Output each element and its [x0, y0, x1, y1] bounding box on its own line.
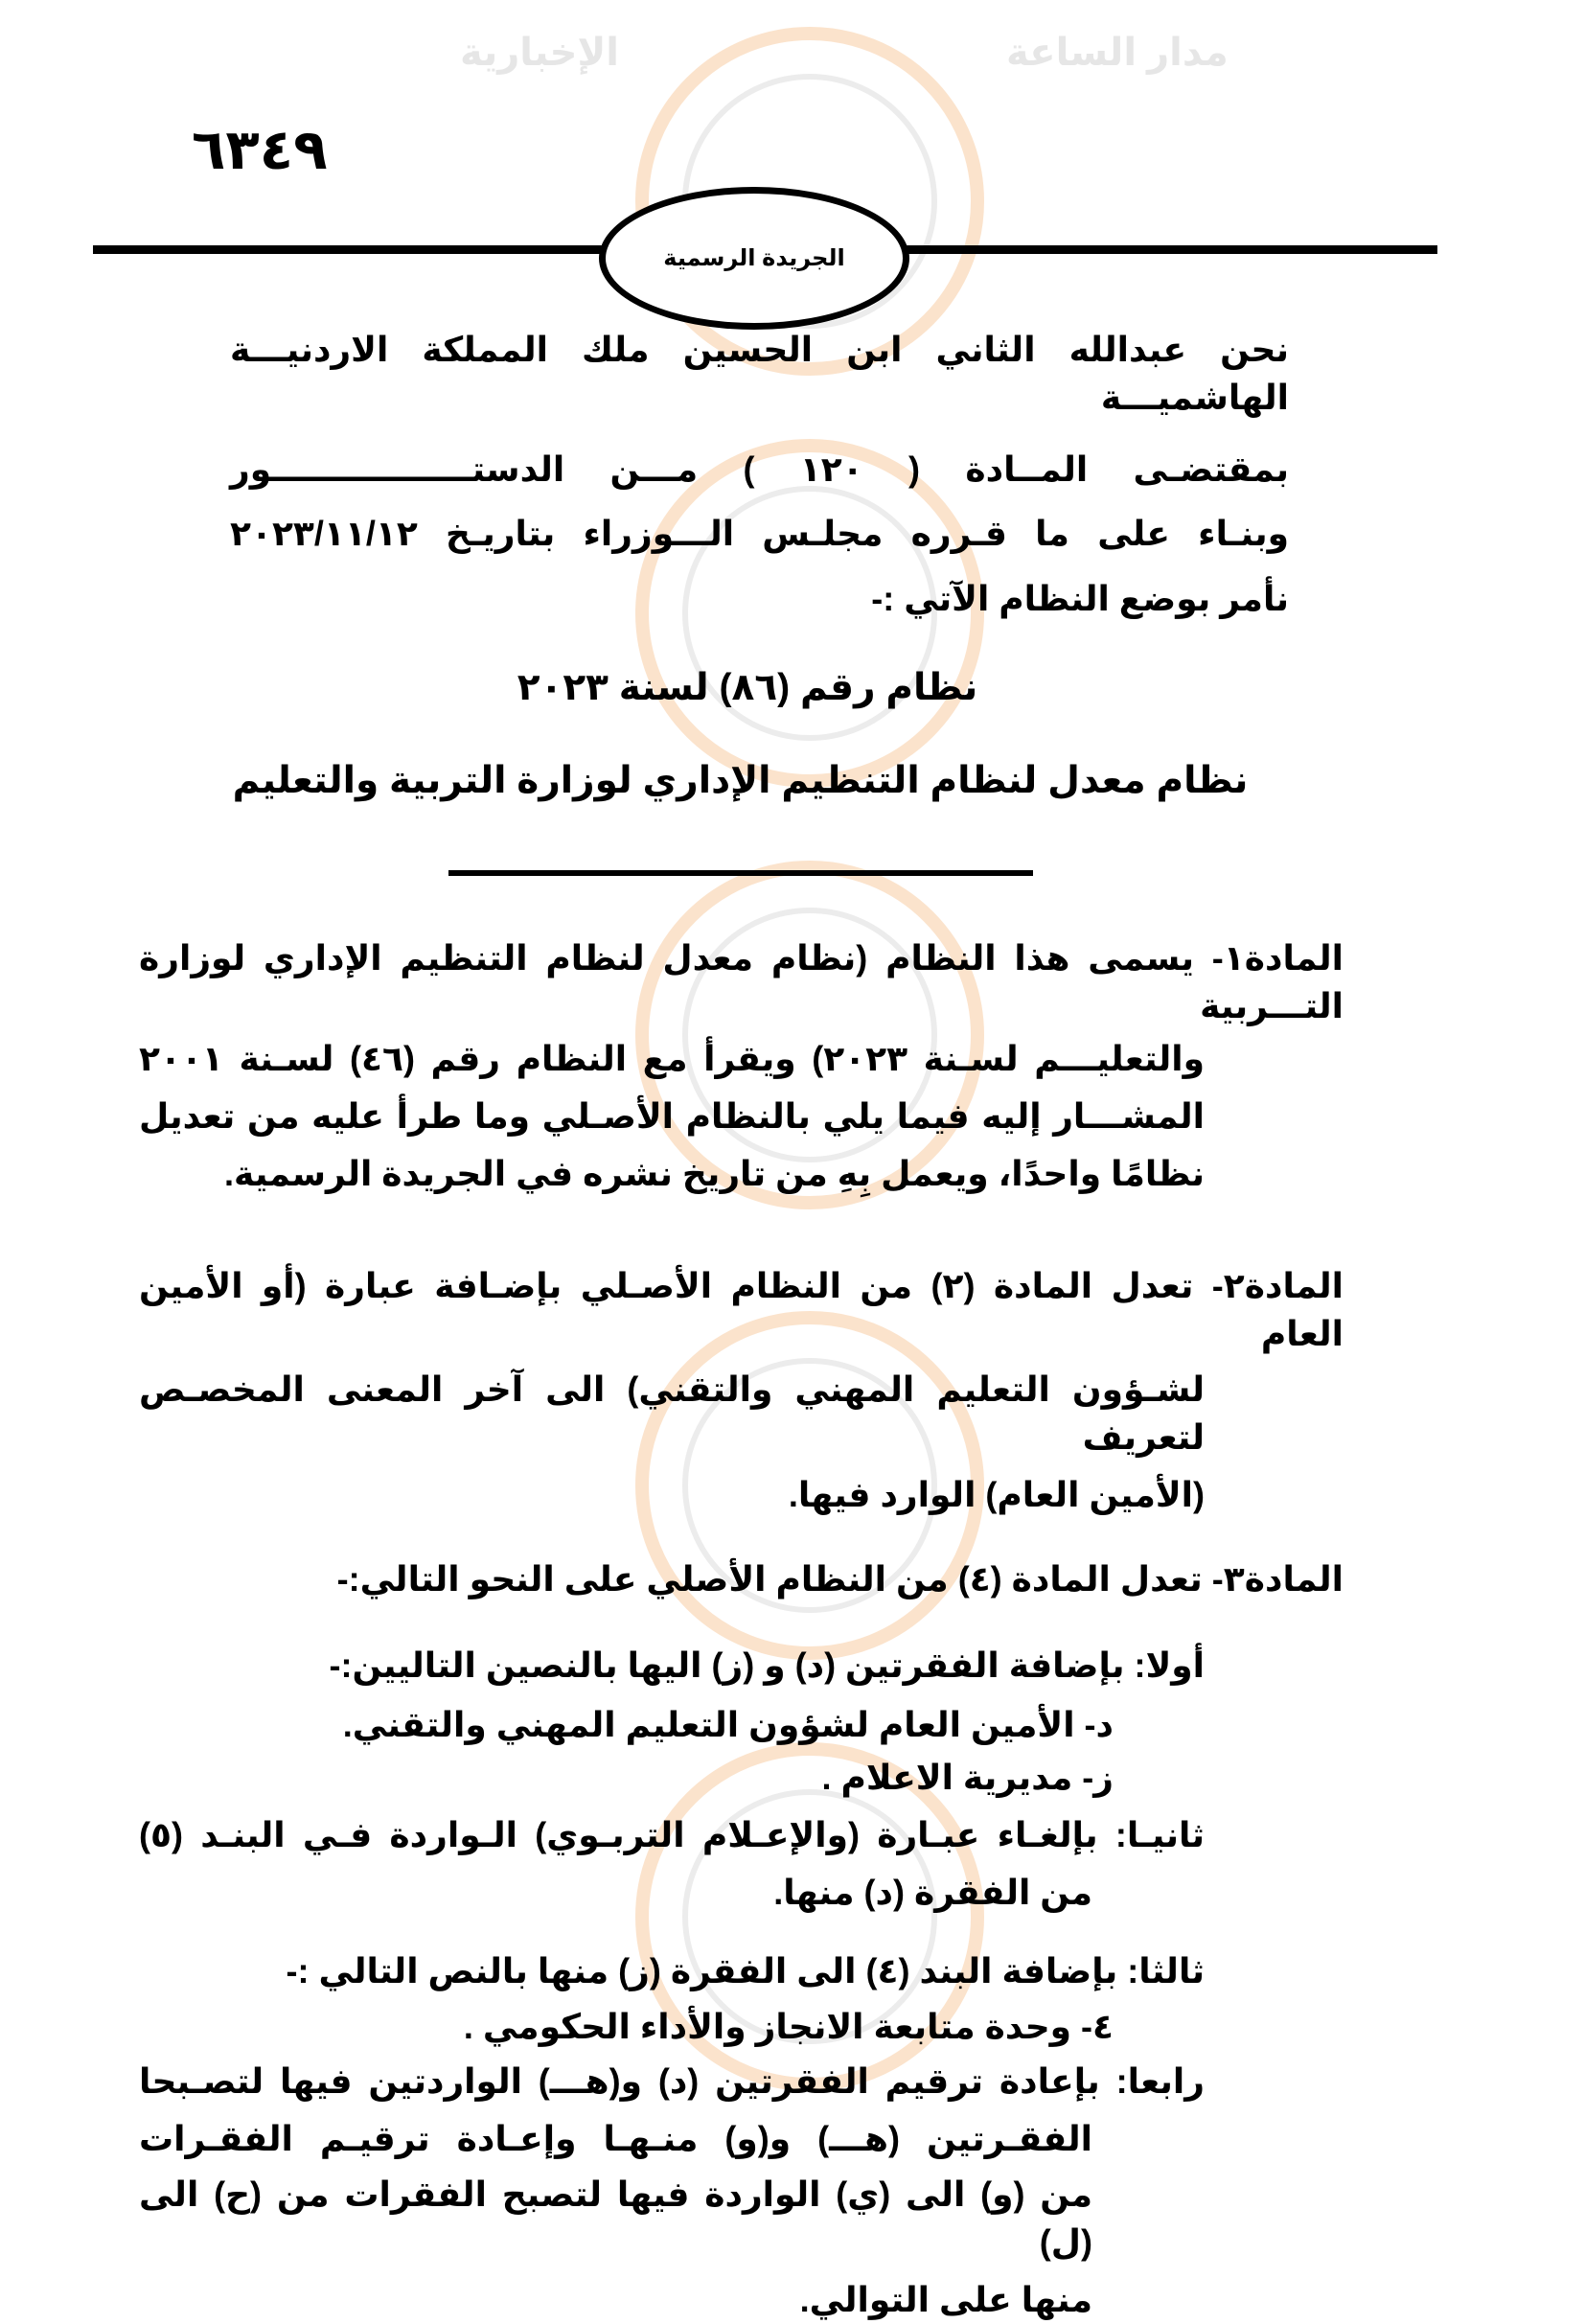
gazette-name: الجريدة الرسمية — [663, 245, 845, 271]
preamble-line: نحن عبدالله الثاني ابن الحسين ملك المملكة الاردنيـــة الهاشميـــة — [230, 330, 1289, 417]
article-2-line: (الأمين العام) الوارد فيها. — [788, 1475, 1205, 1514]
page-number: ٦٣٤٩ — [192, 119, 328, 181]
article-3-third-item: ٤- وحدة متابعة الانجاز والأداء الحكومي . — [463, 2007, 1114, 2046]
article-3-first-z: ز- مديرية الاعلام . — [821, 1758, 1114, 1797]
preamble-line: نأمر بوضع النظام الآتي :- — [871, 579, 1289, 618]
article-1-line: المادة١- يسمى هذا النظام (نظام معدل لنظام التنظيم الإداري لوزارة التـــربية — [139, 938, 1344, 1025]
article-3-fourth: من (و) الى (ي) الواردة فيها لتصبح الفقرات من (ح) الى (ل) — [139, 2174, 1092, 2262]
article-1-line: نظامًا واحدًا، ويعمل بِهِ من تاريخ نشره في الجريدة الرسمية. — [223, 1154, 1205, 1193]
document-body — [0, 326, 1585, 2324]
regulation-subtitle: نظام معدل لنظام التنظيم الإداري لوزارة التربية والتعليم — [232, 760, 1249, 801]
article-1-line: والتعليـــم لسـنة ٢٠٢٣) ويقرأ مع النظام رقم (٤٦) لسـنة ٢٠٠١ — [139, 1039, 1205, 1078]
article-3-fourth: الفقـرتين (هـــ) و(و) منـهـا وإعـادة ترقيـم الفقـرات — [139, 2119, 1092, 2158]
preamble-line: وبنـاء على ما قـرره مجلـس الـــوزراء بتاريـخ ٢٠٢٣/١١/١٢ — [230, 514, 1289, 553]
article-3-first: أولا: بإضافة الفقرتين (د) و (ز) اليها بالنصين التاليين:- — [329, 1645, 1205, 1685]
article-2-line: المادة٢- تعدل المادة (٢) من النظام الأصـلي بإضـافة عبارة (أو الأمين العام — [139, 1266, 1344, 1353]
regulation-title: نظام رقم (٨٦) لسنة ٢٠٢٣ — [517, 667, 978, 708]
article-3-intro: المادة٣- تعدل المادة (٤) من النظام الأصلي على النحو التالي:- — [336, 1559, 1344, 1599]
article-2-line: لشـؤون التعليم المهني والتقني) الى آخر المعنى المخصـص لتعريف — [139, 1369, 1205, 1457]
article-3-fourth: رابعا: بإعادة ترقيم الفقرتين (د) و(هـــ) الواردتين فيها لتصـبحا — [139, 2061, 1205, 2101]
divider — [448, 870, 1033, 876]
article-3-third: ثالثا: بإضافة البند (٤) الى الفقرة (ز) منها بالنص التالي :- — [286, 1951, 1205, 1990]
watermark-text: مدار الساعة — [1006, 32, 1229, 74]
article-3-second: من الفقرة (د) منها. — [773, 1873, 1092, 1912]
article-3-second: ثانيـا: بإلغـاء عبـارة (والإعـلام التربـوي) الـواردة فـي البنـد (٥) — [139, 1815, 1205, 1854]
article-1-line: المشـــار إليه فيما يلي بالنظام الأصـلي وما طرأ عليه من تعديل — [139, 1096, 1205, 1136]
article-3-fourth: منها على التوالي. — [799, 2280, 1092, 2319]
gazette-seal — [599, 187, 909, 330]
preamble-line: بمقتضـى المــادة ( ١٢٠ ) مـــن الدستـــــــــــــــــور — [230, 449, 1289, 489]
article-3-first-d: د- الأمين العام لشؤون التعليم المهني والتقني. — [342, 1705, 1114, 1744]
watermark-subtitle: الإخبارية — [460, 32, 619, 74]
